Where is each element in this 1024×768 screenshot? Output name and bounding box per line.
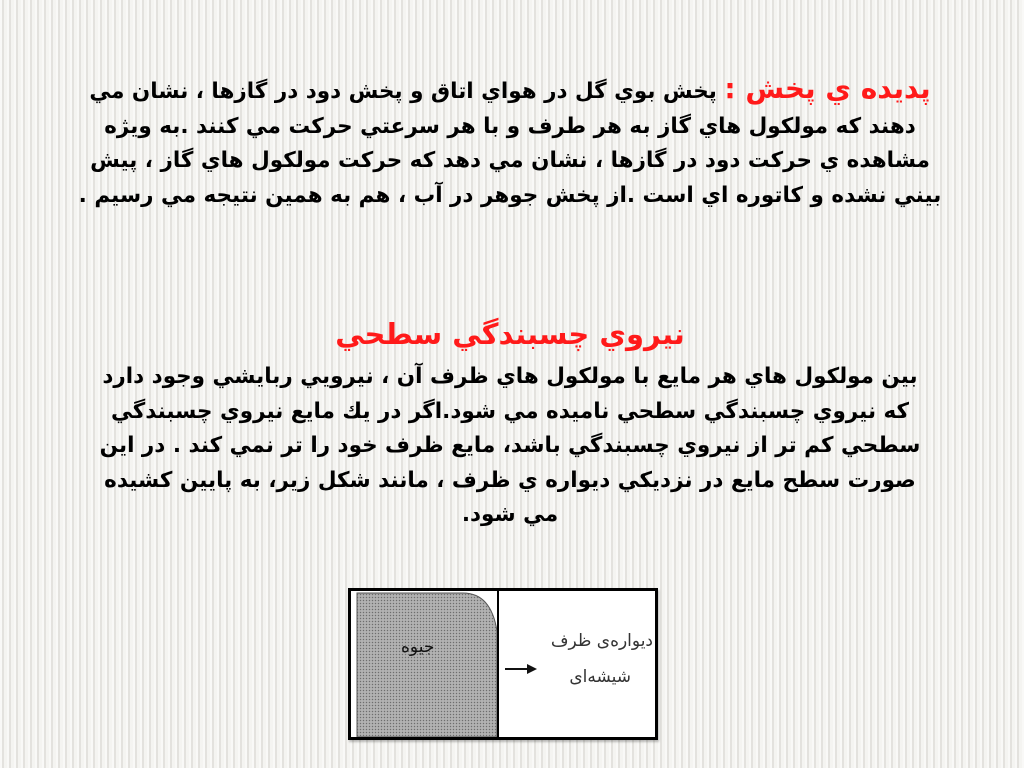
mercury-liquid (357, 593, 497, 737)
mercury-label: جیوه (401, 637, 435, 657)
adhesion-body: بين مولكول هاي هر مايع با مولكول هاي ظرف آن ، نيرويي ربايشي وجود دارد كه نيروي چسبندگي سطحي ناميده مي شود.اگر در يك مايع نيروي چسبندگي سطحي كم تر از نيروي چسبندگي باشد، مايع ظرف خود را تر نمي كند . در اين صورت سطح مايع در نزديكي ديواره ي ظرف ، مانند شكل زير، به پايين كشيده مي شود. (99, 364, 921, 527)
arrow-head-icon (527, 664, 537, 674)
meniscus-figure (348, 588, 658, 740)
diffusion-title: پديده ي پخش : (724, 72, 931, 105)
diffusion-body: پخش بوي گل در هواي اتاق و پخش دود در گازها ، نشان مي دهند كه مولكول هاي گاز به هر طرف و با هر سرعتي حركت مي كنند .به ويژه مشاهده ي حركت دود در گازها ، نشان مي دهد كه حركت مولكول هاي گاز ، پيش بيني نشده و كاتوره اي است .از پخش جوهر در آب ، هم به همين نتيجه مي رسيم . (78, 79, 942, 208)
meniscus-diagram (351, 591, 655, 737)
wall-label-line1: دیواره‌ی ظرف (550, 631, 653, 651)
diffusion-paragraph (70, 72, 950, 213)
wall-label-line2: شیشه‌ای (569, 667, 631, 687)
adhesion-title: نيروي چسبندگي سطحي (335, 317, 685, 351)
